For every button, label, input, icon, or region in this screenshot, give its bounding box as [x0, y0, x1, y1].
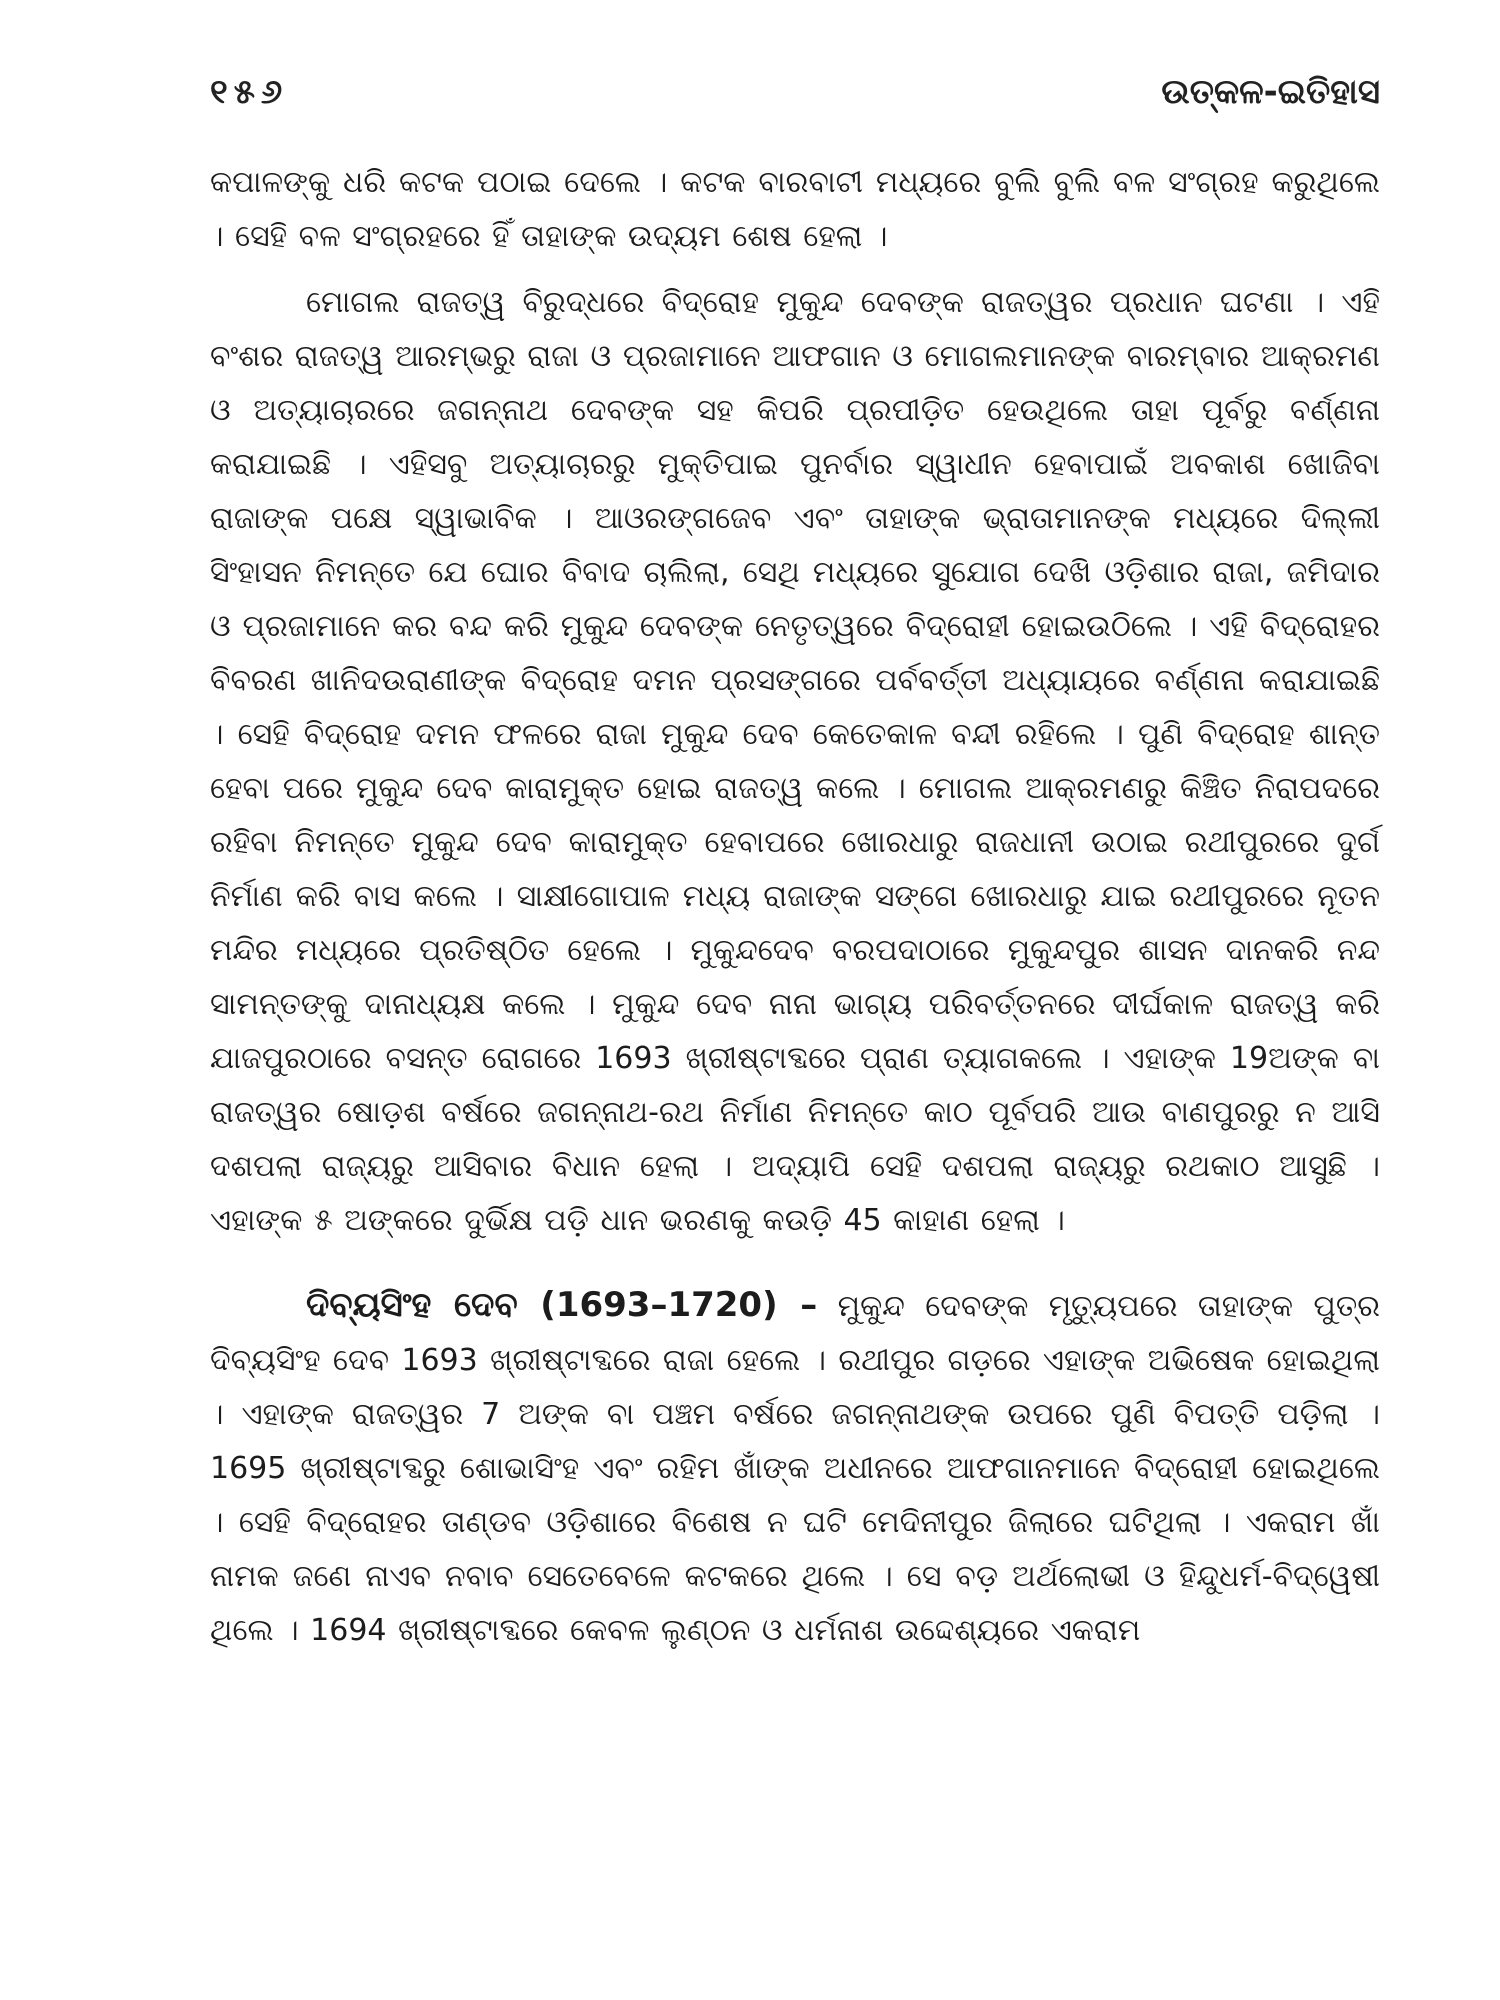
section-text: ମୁକୁନ୍ଦ ଦେବଙ୍କ ମୃତ୍ୟୁପରେ ତାହାଙ୍କ ପୁତ୍ର ଦିବ୍ୟସିଂହ ଦେବ 1693 ଖ୍ରୀଷ୍ଟାବ୍ଦରେ ରାଜା ହେଲେ । ରଥୀପୁର ଗଡ଼ରେ ଏହାଙ୍କ ଅଭିଷେକ ହୋଇଥିଲା । ଏହାଙ୍କ ରାଜତ୍ୱର 7 ଅଙ୍କ ବା ପଞ୍ଚମ ବର୍ଷରେ ଜଗନ୍ନାଥଙ୍କ ଉପରେ ପୁଣି ବିପତ୍ତି ପଡ଼ିଲା । 1695 ଖ୍ରୀଷ୍ଟାବ୍ଦରୁ ଶୋଭାସିଂହ ଏବଂ ରହିମ ଖାଁଙ୍କ ଅଧୀନରେ ଆଫଗାନମାନେ ବିଦ୍ରୋହୀ ହୋଇଥିଲେ । ସେହି ବିଦ୍ରୋହର ତାଣ୍ଡବ ଓଡ଼ିଶାରେ ବିଶେଷ ନ ଘଟି ମେଦିନୀପୁର ଜିଲାରେ ଘଟିଥିଲା । ଏକରାମ ଖାଁ ନାମକ ଜଣେ ନାଏବ ନବାବ ସେତେବେଳେ କଟକରେ ଥିଲେ । ସେ ବଡ଼ ଅର୍ଥଲୋଭୀ ଓ ହିନ୍ଦୁଧର୍ମ-ବିଦ୍ୱେଷୀ ଥିଲେ । 1694 ଖ୍ରୀଷ୍ଟାବ୍ଦରେ କେବଳ ଲୁଣ୍ଠନ ଓ ଧର୍ମନାଶ ଉଦ୍ଦେଶ୍ୟରେ ଏକରାମ [210, 1289, 1380, 1648]
paragraph-continued: କପାଳଙ୍କୁ ଧରି କଟକ ପଠାଇ ଦେଲେ । କଟକ ବାରବାଟୀ ମଧ୍ୟରେ ବୁଲି ବୁଲି ବଳ ସଂଗ୍ରହ କରୁଥିଲେ । ସେହି ବଳ ସଂଗ୍ରହରେ ହିଁ ତାହାଙ୍କ ଉଦ୍ୟମ ଶେଷ ହେଲା । [210, 165, 1380, 254]
running-head [210, 72, 1380, 144]
section-divyasingha-deva [210, 1278, 1380, 1658]
body-text [210, 156, 1380, 1658]
section-heading: ଦିବ୍ୟସିଂହ ଦେବ (1693–1720) – [306, 1285, 818, 1325]
page-number: ୧୫୬ [210, 72, 289, 112]
paragraph-mukunda-deva: ମୋଗଲ ରାଜତ୍ୱ ବିରୁଦ୍ଧରେ ବିଦ୍ରୋହ ମୁକୁନ୍ଦ ଦେବଙ୍କ ରାଜତ୍ୱର ପ୍ରଧାନ ଘଟଣା । ଏହି ବଂଶର ରାଜତ୍ୱ ଆରମ୍ଭରୁ ରାଜା ଓ ପ୍ରଜାମାନେ ଆଫଗାନ ଓ ମୋଗଲମାନଙ୍କ ବାରମ୍ବାର ଆକ୍ରମଣ ଓ ଅତ୍ୟାଚାରରେ ଜଗନ୍ନାଥ ଦେବଙ୍କ ସହ କିପରି ପ୍ରପୀଡ଼ିତ ହେଉଥିଲେ ତାହା ପୂର୍ବରୁ ବର୍ଣ୍ଣନା କରାଯାଇଛି । ଏହିସବୁ ଅତ୍ୟାଚାରରୁ ମୁକ୍ତିପାଇ ପୁନର୍ବାର ସ୍ୱାଧୀନ ହେବାପାଇଁ ଅବକାଶ ଖୋଜିବା ରାଜାଙ୍କ ପକ୍ଷେ ସ୍ୱାଭାବିକ । ଆଓରଙ୍ଗଜେବ ଏବଂ ତାହାଙ୍କ ଭ୍ରାତାମାନଙ୍କ ମଧ୍ୟରେ ଦିଲ୍ଲୀ ସିଂହାସନ ନିମନ୍ତେ ଯେ ଘୋର ବିବାଦ ଚାଲିଲା, ସେଥି ମଧ୍ୟରେ ସୁଯୋଗ ଦେଖି ଓଡ଼ିଶାର ରାଜା, ଜମିଦାର ଓ ପ୍ରଜାମାନେ କର ବନ୍ଦ କରି ମୁକୁନ୍ଦ ଦେବଙ୍କ ନେତୃତ୍ୱରେ ବିଦ୍ରୋହୀ ହୋଇଉଠିଲେ । ଏହି ବିଦ୍ରୋହର ବିବରଣ ଖାନିଦଉରାଣୀଙ୍କ ବିଦ୍ରୋହ ଦମନ ପ୍ରସଙ୍ଗରେ ପର୍ବବର୍ତ୍ତୀ ଅଧ୍ୟାୟରେ ବର୍ଣ୍ଣନା କରାଯାଇଛି । ସେହି ବିଦ୍ରୋହ ଦମନ ଫଳରେ ରାଜା ମୁକୁନ୍ଦ ଦେବ କେତେକାଳ ବନ୍ଦୀ ରହିଲେ । ପୁଣି ବିଦ୍ରୋହ ଶାନ୍ତ ହେବା ପରେ ମୁକୁନ୍ଦ ଦେବ କାରାମୁକ୍ତ ହୋଇ ରାଜତ୍ୱ କଲେ । ମୋଗଲ ଆକ୍ରମଣରୁ କିଞ୍ଚିତ ନିରାପଦରେ ରହିବା ନିମନ୍ତେ ମୁକୁନ୍ଦ ଦେବ କାରାମୁକ୍ତ ହେବାପରେ ଖୋରଧାରୁ ରାଜଧାନୀ ଉଠାଇ ରଥୀପୁରରେ ଦୁର୍ଗ ନିର୍ମାଣ କରି ବାସ କଲେ । ସାକ୍ଷୀଗୋପାଳ ମଧ୍ୟ ରାଜାଙ୍କ ସଙ୍ଗେ ଖୋରଧାରୁ ଯାଇ ରଥୀପୁରରେ ନୂତନ ମନ୍ଦିର ମଧ୍ୟରେ ପ୍ରତିଷ୍ଠିତ ହେଲେ । ମୁକୁନ୍ଦଦେବ ବରପଦାଠାରେ ମୁକୁନ୍ଦପୁର ଶାସନ ଦାନକରି ନନ୍ଦ ସାମନ୍ତଙ୍କୁ ଦାନାଧ୍ୟକ୍ଷ କଲେ । ମୁକୁନ୍ଦ ଦେବ ନାନା ଭାଗ୍ୟ ପରିବର୍ତ୍ତନରେ ଦୀର୍ଘକାଳ ରାଜତ୍ୱ କରି ଯାଜପୁରଠାରେ ବସନ୍ତ ରୋଗରେ 1693 ଖ୍ରୀଷ୍ଟାବ୍ଦରେ ପ୍ରାଣ ତ୍ୟାଗକଲେ । ଏହାଙ୍କ 19ଅଙ୍କ ବା ରାଜତ୍ୱର ଷୋଡ଼ଶ ବର୍ଷରେ ଜଗନ୍ନାଥ-ରଥ ନିର୍ମାଣ ନିମନ୍ତେ କାଠ ପୂର୍ବପରି ଆଉ ବାଣପୁରରୁ ନ ଆସି ଦଶପଲା ରାଜ୍ୟରୁ ଆସିବାର ବିଧାନ ହେଲା । ଅଦ୍ୟାପି ସେହି ଦଶପଲା ରାଜ୍ୟରୁ ରଥକାଠ ଆସୁଛି । ଏହାଙ୍କ ୫ ଅଙ୍କରେ ଦୁର୍ଭିକ୍ଷ ପଡ଼ି ଧାନ ଭରଣକୁ କଉଡ଼ି 45 କାହାଣ ହେଲା । [210, 285, 1380, 1238]
book-title: ଉତ୍କଳ-ଇତିହାସ [1161, 72, 1380, 112]
